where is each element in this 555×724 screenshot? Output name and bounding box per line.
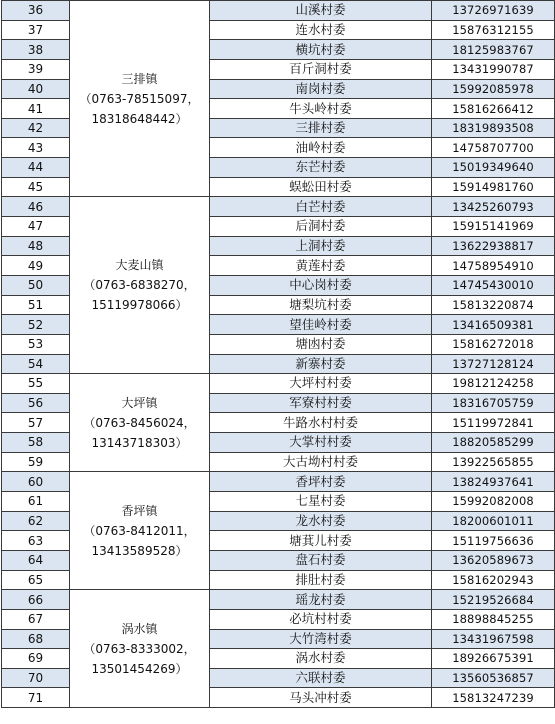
town-name: 大坪镇 bbox=[121, 395, 158, 410]
row-number: 70 bbox=[2, 668, 70, 688]
village-name: 涡水村委 bbox=[210, 649, 432, 669]
village-name: 军寮村村委 bbox=[210, 393, 432, 413]
village-name: 横坑村委 bbox=[210, 40, 432, 60]
village-name: 望佳岭村委 bbox=[210, 315, 432, 335]
row-number: 48 bbox=[2, 236, 70, 256]
village-contact-table bbox=[1, 0, 555, 708]
village-name: 瑶龙村委 bbox=[210, 590, 432, 610]
village-phone: 13425260793 bbox=[432, 197, 555, 217]
village-name: 牛路水村村委 bbox=[210, 413, 432, 433]
village-name: 七星村委 bbox=[210, 492, 432, 512]
row-number: 45 bbox=[2, 177, 70, 197]
row-number: 60 bbox=[2, 472, 70, 492]
village-name: 龙水村委 bbox=[210, 511, 432, 531]
town-phone-line2: 13501454269） bbox=[91, 661, 188, 676]
row-number: 42 bbox=[2, 118, 70, 138]
village-phone: 14758954910 bbox=[432, 256, 555, 276]
row-number: 61 bbox=[2, 492, 70, 512]
town-name: 涡水镇 bbox=[121, 621, 158, 636]
village-phone: 15019349640 bbox=[432, 158, 555, 178]
village-name: 塘梨坑村委 bbox=[210, 295, 432, 315]
village-name: 塘凼村委 bbox=[210, 334, 432, 354]
row-number: 57 bbox=[2, 413, 70, 433]
village-name: 大坪村村委 bbox=[210, 374, 432, 394]
village-phone: 14745430010 bbox=[432, 275, 555, 295]
town-phone-line2: 15119978066） bbox=[91, 298, 188, 313]
row-number: 62 bbox=[2, 511, 70, 531]
table-row bbox=[2, 197, 555, 217]
village-phone: 18200601011 bbox=[432, 511, 555, 531]
village-phone: 15813220874 bbox=[432, 295, 555, 315]
village-name: 新寨村委 bbox=[210, 354, 432, 374]
village-phone: 18319893508 bbox=[432, 118, 555, 138]
town-phone-line1: （0763-8333002， bbox=[83, 641, 196, 656]
row-number: 43 bbox=[2, 138, 70, 158]
village-phone: 18316705759 bbox=[432, 393, 555, 413]
village-phone: 14758707700 bbox=[432, 138, 555, 158]
town-cell bbox=[70, 590, 210, 708]
town-phone-line1: （0763-8456024， bbox=[83, 415, 196, 430]
village-phone: 18820585299 bbox=[432, 433, 555, 453]
village-phone: 15876312155 bbox=[432, 20, 555, 40]
village-name: 白芒村委 bbox=[210, 197, 432, 217]
row-number: 40 bbox=[2, 79, 70, 99]
village-name: 南岗村委 bbox=[210, 79, 432, 99]
village-phone: 15119756636 bbox=[432, 531, 555, 551]
village-phone: 18926675391 bbox=[432, 649, 555, 669]
row-number: 47 bbox=[2, 217, 70, 237]
town-cell bbox=[70, 197, 210, 374]
village-name: 连水村委 bbox=[210, 20, 432, 40]
town-phone-line2: 13413589528） bbox=[91, 543, 188, 558]
row-number: 52 bbox=[2, 315, 70, 335]
row-number: 38 bbox=[2, 40, 70, 60]
village-phone: 15219526684 bbox=[432, 590, 555, 610]
row-number: 46 bbox=[2, 197, 70, 217]
village-name: 三排村委 bbox=[210, 118, 432, 138]
village-name: 塘萁儿村委 bbox=[210, 531, 432, 551]
village-name: 牛头岭村委 bbox=[210, 99, 432, 119]
village-phone: 13416509381 bbox=[432, 315, 555, 335]
town-phone-line1: （0763-8412011， bbox=[83, 523, 196, 538]
village-phone: 15816266412 bbox=[432, 99, 555, 119]
town-cell bbox=[70, 374, 210, 472]
table-row bbox=[2, 374, 555, 394]
village-name: 山溪村委 bbox=[210, 1, 432, 21]
table-row bbox=[2, 472, 555, 492]
village-name: 蜈蚣田村委 bbox=[210, 177, 432, 197]
town-name: 香坪镇 bbox=[121, 503, 158, 518]
row-number: 69 bbox=[2, 649, 70, 669]
table-row bbox=[2, 590, 555, 610]
town-cell bbox=[70, 472, 210, 590]
row-number: 64 bbox=[2, 550, 70, 570]
village-phone: 19812124258 bbox=[432, 374, 555, 394]
village-phone: 13620589673 bbox=[432, 550, 555, 570]
row-number: 59 bbox=[2, 452, 70, 472]
village-phone: 15816272018 bbox=[432, 334, 555, 354]
village-name: 盘石村委 bbox=[210, 550, 432, 570]
village-phone: 13431967598 bbox=[432, 629, 555, 649]
village-phone: 15119972841 bbox=[432, 413, 555, 433]
row-number: 39 bbox=[2, 59, 70, 79]
village-phone: 18898845255 bbox=[432, 609, 555, 629]
village-name: 马头冲村委 bbox=[210, 688, 432, 708]
row-number: 44 bbox=[2, 158, 70, 178]
village-name: 东芒村委 bbox=[210, 158, 432, 178]
village-phone: 15992082008 bbox=[432, 492, 555, 512]
village-phone: 18125983767 bbox=[432, 40, 555, 60]
village-name: 香坪村委 bbox=[210, 472, 432, 492]
town-phone-line2: 13143718303） bbox=[91, 435, 188, 450]
village-phone: 13824937641 bbox=[432, 472, 555, 492]
row-number: 65 bbox=[2, 570, 70, 590]
town-phone-line1: （0763-6838270， bbox=[83, 278, 196, 293]
row-number: 53 bbox=[2, 334, 70, 354]
row-number: 68 bbox=[2, 629, 70, 649]
village-phone: 15915141969 bbox=[432, 217, 555, 237]
village-name: 后洞村委 bbox=[210, 217, 432, 237]
row-number: 56 bbox=[2, 393, 70, 413]
row-number: 49 bbox=[2, 256, 70, 276]
row-number: 71 bbox=[2, 688, 70, 708]
village-phone: 13560536857 bbox=[432, 668, 555, 688]
town-name: 三排镇 bbox=[121, 71, 158, 86]
village-name: 六联村委 bbox=[210, 668, 432, 688]
village-name: 油岭村委 bbox=[210, 138, 432, 158]
town-phone-line2: 18318648442） bbox=[91, 111, 188, 126]
village-name: 上洞村委 bbox=[210, 236, 432, 256]
village-phone: 15914981760 bbox=[432, 177, 555, 197]
table-body bbox=[2, 1, 555, 708]
village-name: 大竹湾村委 bbox=[210, 629, 432, 649]
village-phone: 13726971639 bbox=[432, 1, 555, 21]
village-phone: 13922565855 bbox=[432, 452, 555, 472]
row-number: 36 bbox=[2, 1, 70, 21]
row-number: 55 bbox=[2, 374, 70, 394]
row-number: 50 bbox=[2, 275, 70, 295]
row-number: 63 bbox=[2, 531, 70, 551]
village-name: 百斤洞村委 bbox=[210, 59, 432, 79]
row-number: 67 bbox=[2, 609, 70, 629]
town-name: 大麦山镇 bbox=[115, 258, 164, 273]
village-name: 黄莲村委 bbox=[210, 256, 432, 276]
village-name: 排肚村委 bbox=[210, 570, 432, 590]
row-number: 37 bbox=[2, 20, 70, 40]
row-number: 58 bbox=[2, 433, 70, 453]
village-phone: 15992085978 bbox=[432, 79, 555, 99]
town-phone-line1: （0763-78515097， bbox=[79, 91, 200, 106]
village-phone: 15816202943 bbox=[432, 570, 555, 590]
village-name: 必坑村村委 bbox=[210, 609, 432, 629]
village-name: 中心岗村委 bbox=[210, 275, 432, 295]
row-number: 54 bbox=[2, 354, 70, 374]
village-phone: 15813247239 bbox=[432, 688, 555, 708]
village-name: 大古坳村村委 bbox=[210, 452, 432, 472]
village-phone: 13622938817 bbox=[432, 236, 555, 256]
village-phone: 13431990787 bbox=[432, 59, 555, 79]
village-phone: 13727128124 bbox=[432, 354, 555, 374]
row-number: 41 bbox=[2, 99, 70, 119]
table-row bbox=[2, 1, 555, 21]
row-number: 51 bbox=[2, 295, 70, 315]
town-cell bbox=[70, 1, 210, 197]
row-number: 66 bbox=[2, 590, 70, 610]
village-name: 大掌村村委 bbox=[210, 433, 432, 453]
